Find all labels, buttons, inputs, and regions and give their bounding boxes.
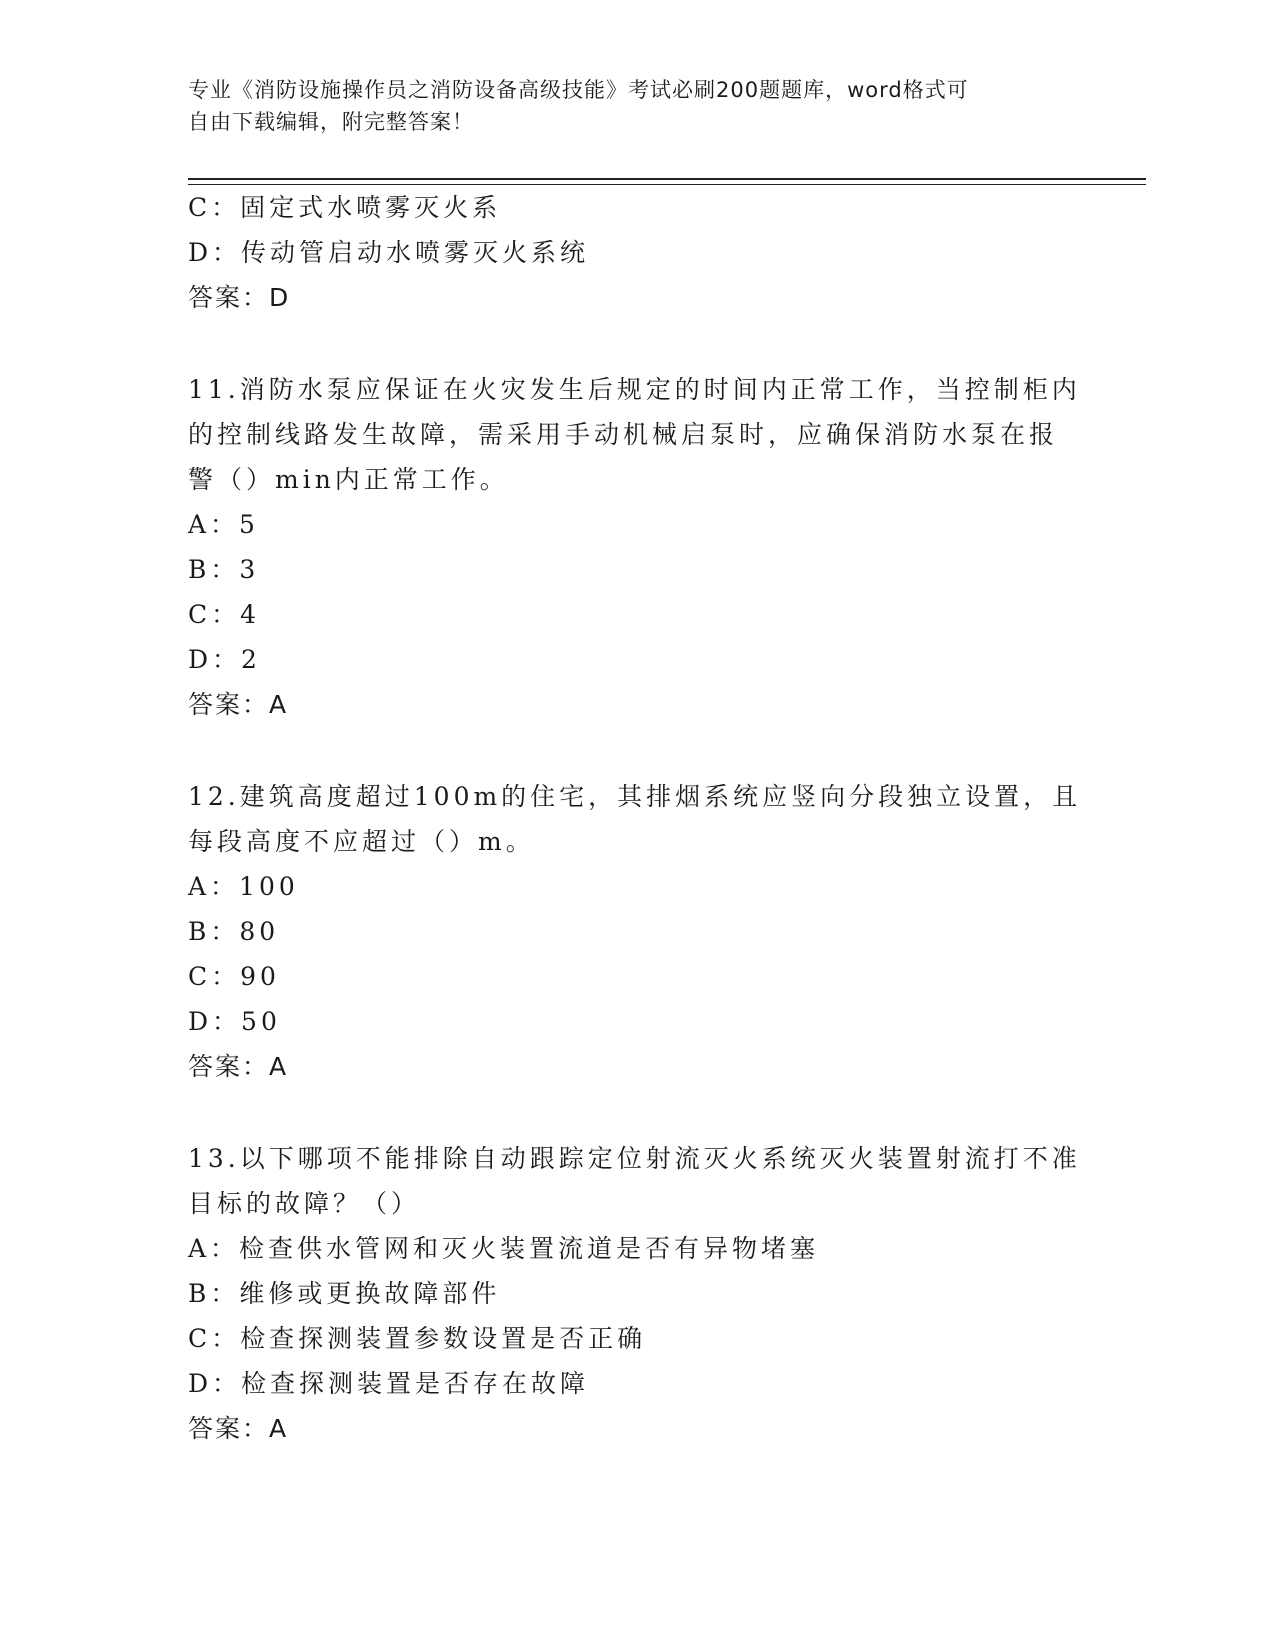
q13-option-a: A：检查供水管网和灭火装置流道是否有异物堵塞	[188, 1234, 820, 1263]
q13-option-b: B：维修或更换故障部件	[188, 1279, 501, 1308]
q12-stem-line-2: 每段高度不应超过（）m。	[188, 827, 535, 856]
q11-stem-line-1: 11.消防水泵应保证在火灾发生后规定的时间内正常工作，当控制柜内	[188, 375, 1081, 404]
q10-option-d: D：传动管启动水喷雾灭火系统	[188, 238, 590, 267]
q13-stem-line-1: 13.以下哪项不能排除自动跟踪定位射流灭火系统灭火装置射流打不准	[188, 1144, 1081, 1173]
q11-stem-line-3: 警（）min内正常工作。	[188, 465, 509, 494]
q11-stem-line-2: 的控制线路发生故障，需采用手动机械启泵时，应确保消防水泵在报	[188, 420, 1059, 449]
q11-option-a: A：5	[188, 510, 259, 539]
q13-option-c: C：检查探测装置参数设置是否正确	[188, 1324, 647, 1353]
q10-answer: 答案：D	[188, 283, 291, 312]
q13-answer: 答案：A	[188, 1414, 289, 1443]
q11-option-d: D：2	[188, 645, 261, 674]
q13-option-d: D：检查探测装置是否存在故障	[188, 1369, 590, 1398]
q12-option-c: C：90	[188, 962, 280, 991]
q11-option-b: B：3	[188, 555, 260, 584]
q10-option-c: C：固定式水喷雾灭火系	[188, 193, 502, 222]
header-line-2: 自由下载编辑，附完整答案！	[188, 110, 474, 134]
header-divider-thin	[188, 184, 1146, 185]
q11-option-c: C：4	[188, 600, 261, 629]
q12-option-d: D：50	[188, 1007, 281, 1036]
q12-stem-line-1: 12.建筑高度超过100m的住宅，其排烟系统应竖向分段独立设置，且	[188, 782, 1082, 811]
document-header	[188, 74, 1088, 138]
q12-option-b: B：80	[188, 917, 280, 946]
q13-stem-line-2: 目标的故障？（）	[188, 1189, 421, 1218]
header-divider-thick	[188, 178, 1146, 180]
q12-option-a: A：100	[188, 872, 299, 901]
header-line-1: 专业《消防设施操作员之消防设备高级技能》考试必刷200题题库，word格式可	[188, 78, 969, 102]
q12-answer: 答案：A	[188, 1052, 289, 1081]
q11-answer: 答案：A	[188, 690, 289, 719]
